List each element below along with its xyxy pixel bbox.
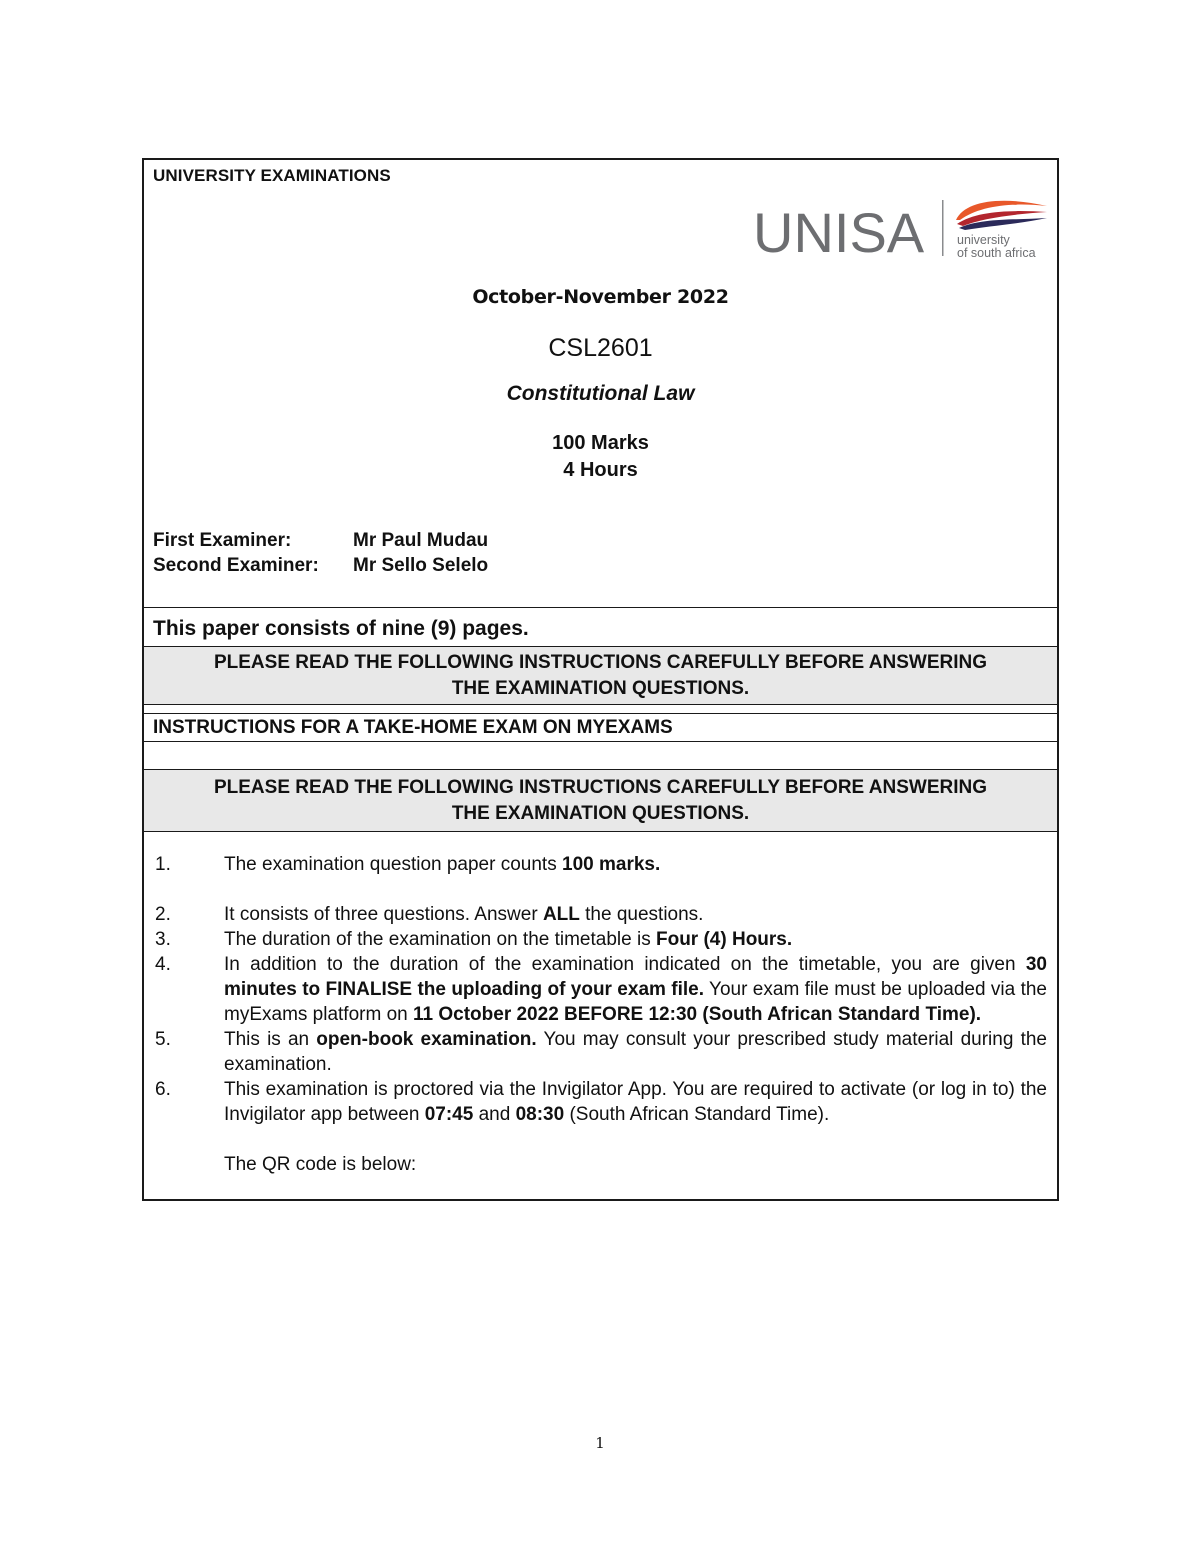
instruction-number: 2. [155,904,171,925]
exam-session: October-November 2022 [472,286,729,308]
first-examiner-label: First Examiner: [153,530,292,551]
instructions-list [144,832,1057,1199]
instruction-item [144,902,1047,927]
instruction-text: Your exam file must be uploaded via the myExams platform on [224,979,1047,1025]
spacer-row [144,705,1057,714]
instruction-number: 5. [155,1029,171,1050]
spacer-row [144,742,1057,770]
instruction-text: The examination question paper counts [224,854,562,875]
banner-line-1: PLEASE READ THE FOLLOWING INSTRUCTIONS CAREFULLY BEFORE ANSWERING [213,652,988,673]
instruction-emphasis: 11 October 2022 BEFORE 12:30 (South African Standard Time). [413,1004,982,1025]
instruction-emphasis: 07:45 [424,1104,474,1125]
second-examiner-row [153,555,488,577]
second-examiner-name: Mr Sello Selelo [353,555,489,576]
instruction-number: 1. [155,854,171,875]
banner-line-2: THE EXAMINATION QUESTIONS. [451,678,750,699]
instruction-emphasis: 100 marks. [562,854,661,875]
second-examiner-label: Second Examiner: [153,555,319,576]
read-instructions-banner-repeat [144,770,1057,832]
logo-wordmark: UNISA [753,201,925,262]
instruction-item [144,927,1047,952]
instruction-number: 4. [155,954,171,975]
instruction-text: the questions. [579,904,704,925]
instruction-emphasis: open-book examination. [316,1029,537,1050]
instruction-text: In addition to the duration of the examination indicated on the timetable, you are given [224,954,1026,975]
exam-cover-frame [142,158,1059,1201]
instruction-number: 6. [155,1079,171,1100]
instruction-item [144,1077,1047,1127]
logo-swoosh-orange [956,201,1047,220]
module-title: Constitutional Law [506,382,695,405]
instruction-number: 3. [155,929,171,950]
instruction-text: and [473,1104,516,1125]
instruction-text: (South African Standard Time). [564,1104,830,1125]
logo-divider [942,200,944,256]
instruction-text: It consists of three questions. Answer [224,904,543,925]
take-home-instructions-heading: INSTRUCTIONS FOR A TAKE-HOME EXAM ON MYEXAMS [144,714,1057,742]
module-code: CSL2601 [548,334,653,362]
exam-duration: 4 Hours [563,459,638,481]
instruction-item [144,1027,1047,1077]
instruction-text: The duration of the examination on the timetable is [224,929,656,950]
first-examiner-row [153,530,488,552]
instruction-item [144,852,1047,877]
banner-line-1: PLEASE READ THE FOLLOWING INSTRUCTIONS CAREFULLY BEFORE ANSWERING [213,777,988,798]
logo-tagline-university: university [957,233,1010,247]
qr-code-note: The QR code is below: [224,1154,417,1175]
instruction-emphasis: ALL [542,904,580,925]
read-instructions-banner [144,647,1057,705]
instruction-text: This examination is proctored via the Invigilator App. You are required to activate (or log in to) the Invigilator app between [224,1079,1047,1125]
logo-tagline-south-africa: of south africa [957,246,1036,260]
instruction-item [144,952,1047,1027]
page-count-note: This paper consists of nine (9) pages. [144,608,1057,647]
instruction-emphasis: 08:30 [515,1104,565,1125]
instruction-emphasis: 30 minutes to FINALISE the uploading of your exam file. [224,954,1047,1000]
instruction-text: This is an [224,1029,317,1050]
cover-section [144,160,1057,608]
instruction-text: You may consult your prescribed study material during the examination. [224,1029,1047,1075]
banner-line-2: THE EXAMINATION QUESTIONS. [451,803,750,824]
page-number: 1 [595,1434,605,1452]
instruction-emphasis: Four (4) Hours. [655,929,793,950]
total-marks: 100 Marks [552,432,649,454]
unisa-logo [753,196,1049,262]
university-examinations-heading: UNIVERSITY EXAMINATIONS [153,166,391,185]
first-examiner-name: Mr Paul Mudau [353,530,489,551]
